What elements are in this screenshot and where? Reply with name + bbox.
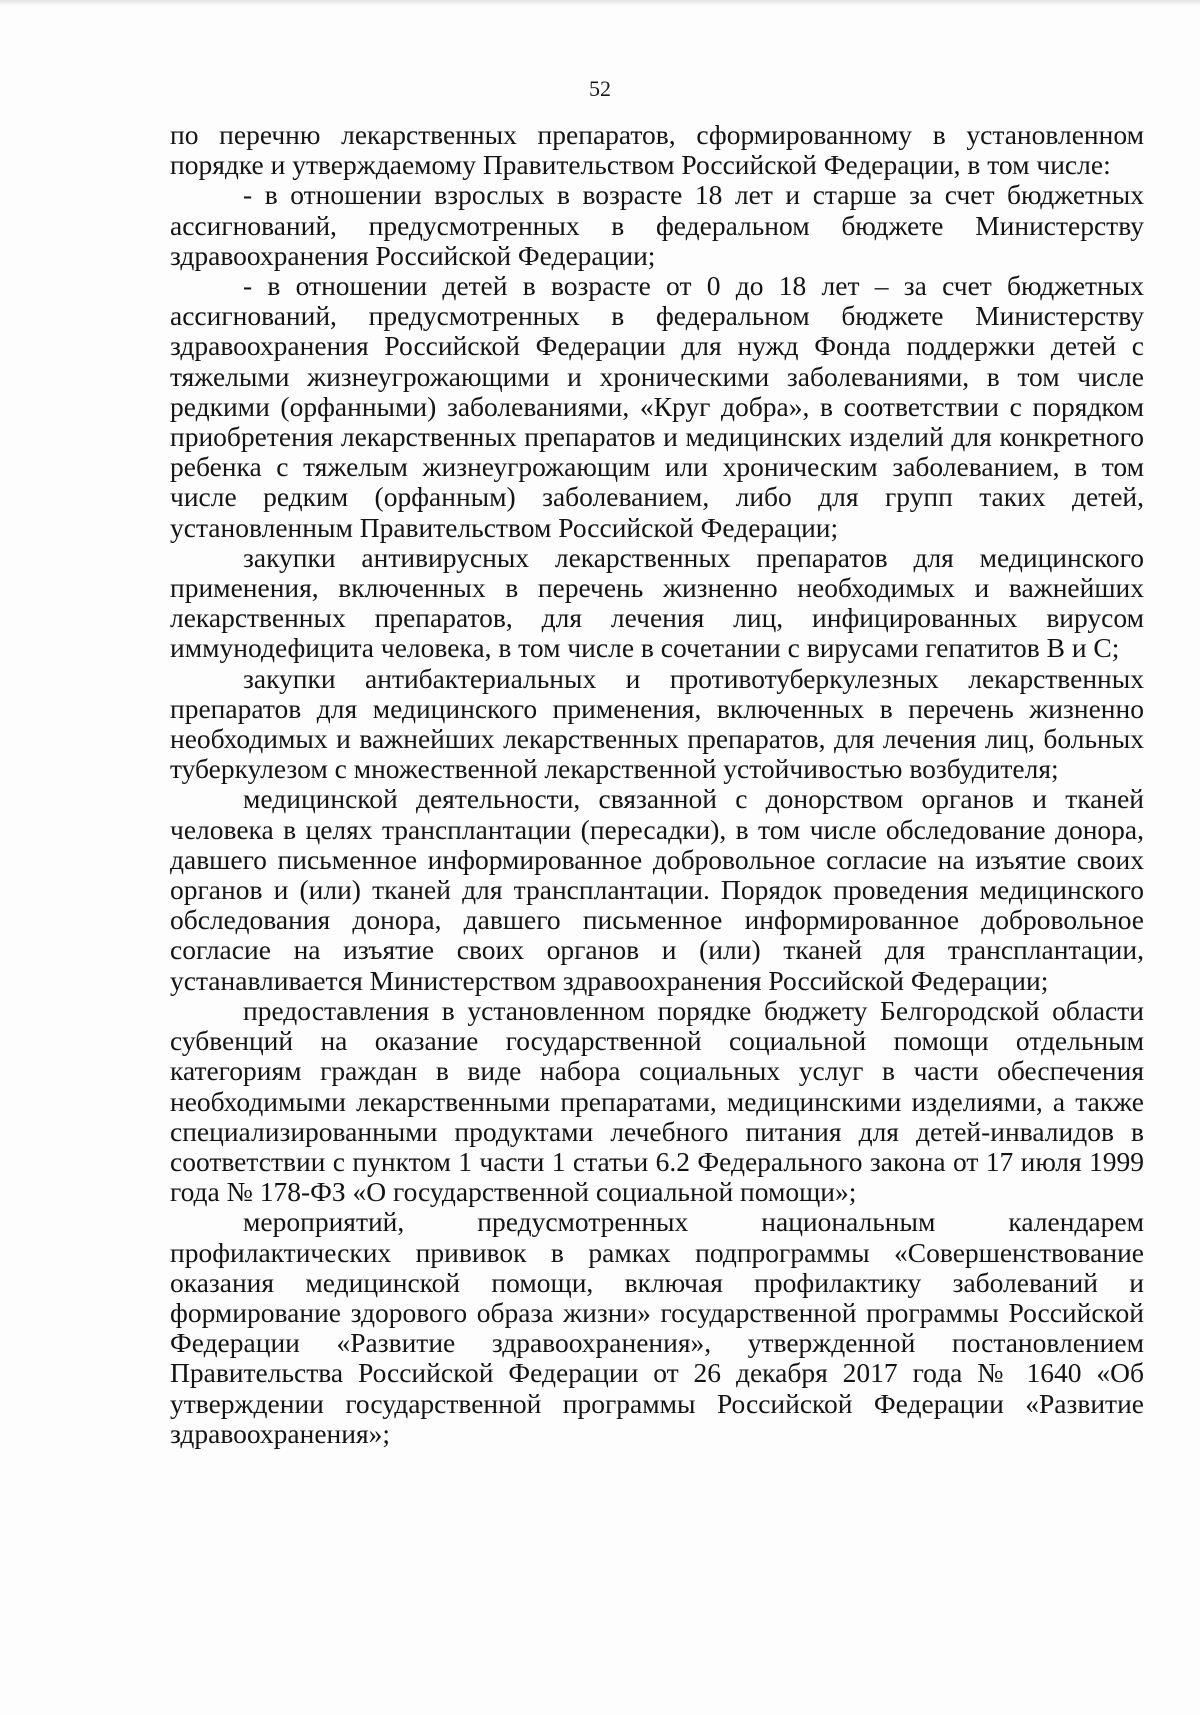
page-number: 52 (589, 76, 611, 101)
paragraph-antiviral: закупки антивирусных лекарственных препаратов для медицинского применения, включенных в перечень жизненно необходимых и важнейших лекарственных препаратов, для лечения лиц, инфицированных вирусом иммунодефицита человека, в том числе в сочетании с вирусами гепатитов В и С; (170, 541, 1144, 664)
paragraph-children: - в отношении детей в возрасте от 0 до 18 лет – за счет бюджетных ассигнований, предусмотренных в федеральном бюджете Министерству здравоохранения Российской Федерации для нужд Фонда поддержки детей с тяжелыми жизнеугрожающими и хроническими заболеваниями, в том числе редкими (орфанными) заболеваниями, «Круг добра», в соответствии с порядком приобретения лекарственных препаратов и медицинских изделий для конкретного ребенка с тяжелым жизнеугрожающим или хроническим заболеванием, в том числе редким (орфанным) заболеванием, либо для групп таких детей, установленным Правительством Российской Федерации; (170, 270, 1144, 543)
document-body (170, 120, 1144, 1449)
paragraph-antibacterial: закупки антибактериальных и противотуберкулезных лекарственных препаратов для медицинского применения, включенных в перечень жизненно необходимых и важнейших лекарственных препаратов, для лечения лиц, больных туберкулезом с множественной лекарственной устойчивостью возбудителя; (170, 662, 1144, 785)
paragraph-subventions: предоставления в установленном порядке бюджету Белгородской области субвенций на оказание государственной социальной помощи отдельным категориям граждан в виде набора социальных услуг в части обеспечения необходимыми лекарственными препаратами, медицинскими изделиями, а также специализированными продуктами лечебного питания для детей-инвалидов в соответствии с пунктом 1 части 1 статьи 6.2 Федерального закона от 17 июля 1999 года № 178-ФЗ «О государственной социальной помощи»; (170, 994, 1144, 1208)
paragraph-vaccination: мероприятий, предусмотренных национальным календарем профилактических прививок в рамках подпрограммы «Совершенствование оказания медицинской помощи, включая профилактику заболеваний и формирование здорового образа жизни» государственной программы Российской Федерации «Развитие здравоохранения», утвержденной постановлением Правительства Российской Федерации от 26 декабря 2017 года № 1640 «Об утверждении государственной программы Российской Федерации «Развитие здравоохранения»; (170, 1206, 1144, 1449)
scan-edge (0, 0, 1200, 6)
paragraph-intro: по перечню лекарственных препаратов, сформированному в установленном порядке и утверждаемому Правительством Российской Федерации, в том числе: (170, 119, 1144, 181)
paragraph-adults: - в отношении взрослых в возрасте 18 лет и старше за счет бюджетных ассигнований, предусмотренных в федеральном бюджете Министерству здравоохранения Российской Федерации; (170, 179, 1144, 271)
paragraph-donorship: медицинской деятельности, связанной с донорством органов и тканей человека в целях трансплантации (пересадки), в том числе обследование донора, давшего письменное информированное добровольное согласие на изъятие своих органов и (или) тканей для трансплантации. Порядок проведения медицинского обследования донора, давшего письменное информированное добровольное согласие на изъятие своих органов и (или) тканей для трансплантации, устанавливается Министерством здравоохранения Российской Федерации; (170, 783, 1144, 996)
